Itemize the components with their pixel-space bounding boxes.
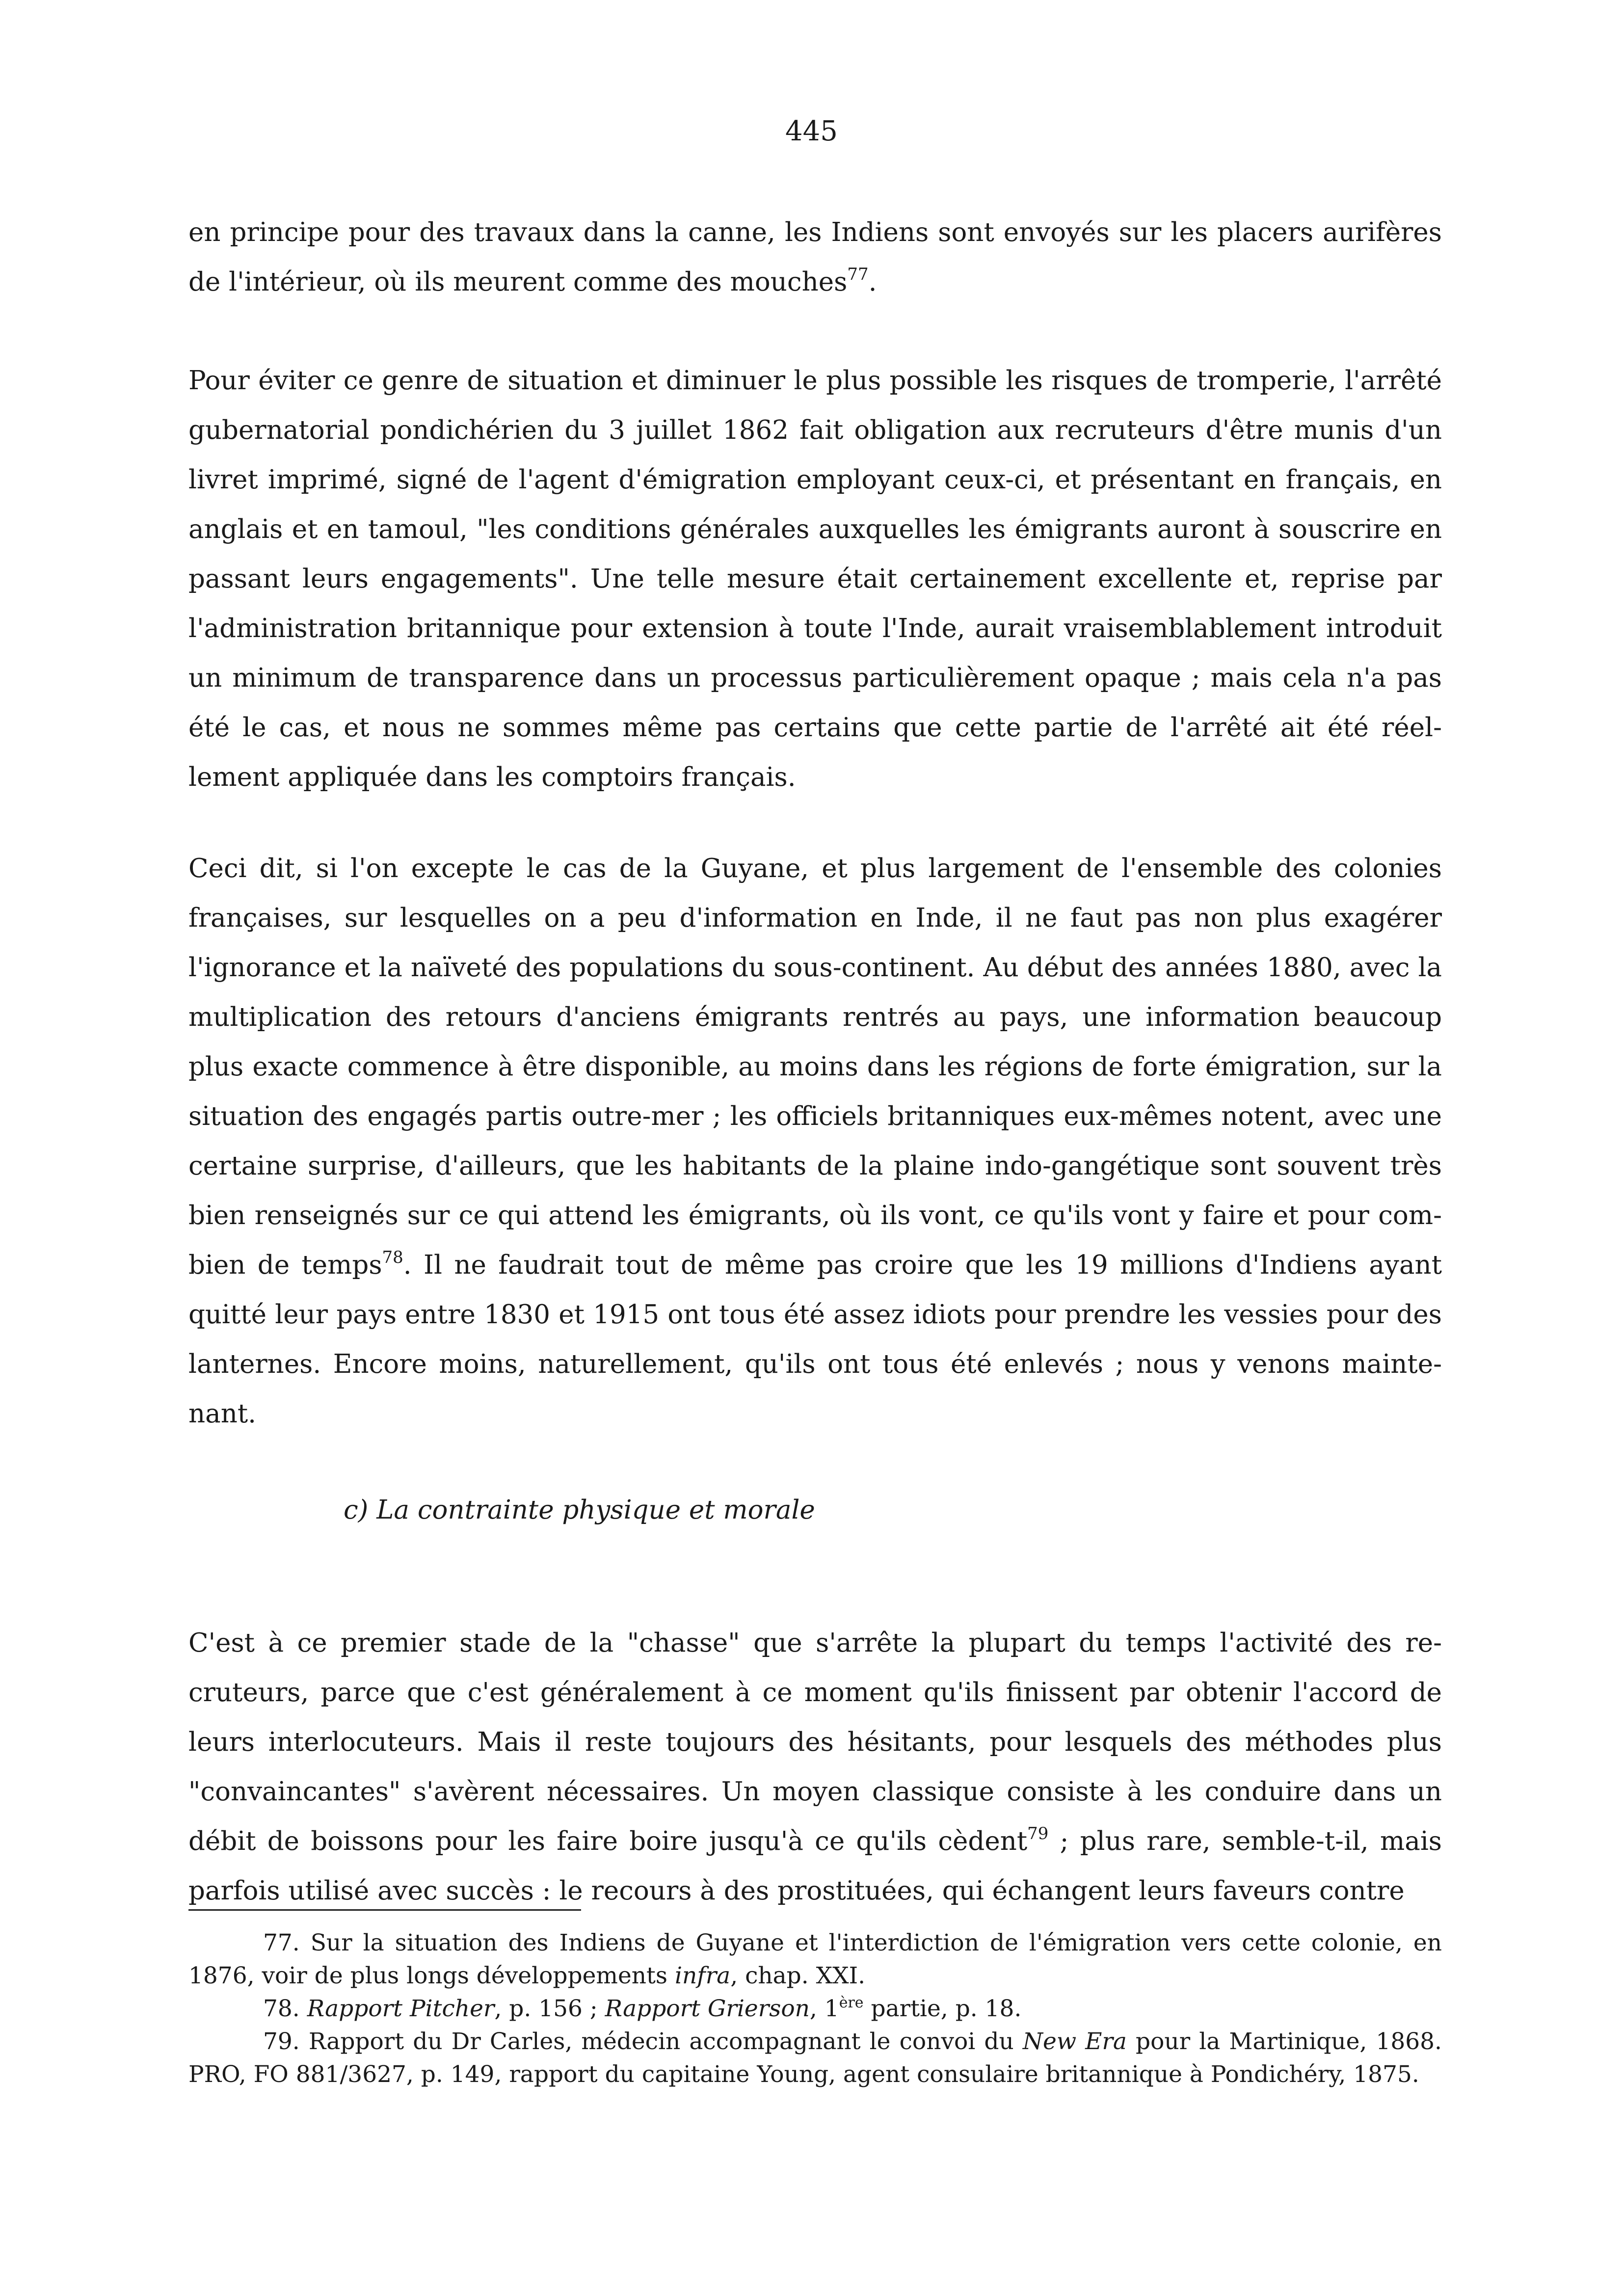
footnote-italic: New Era (1022, 2028, 1127, 2055)
footnotes (188, 1926, 1442, 2091)
page-number: 445 (785, 115, 838, 147)
paragraph-3 (188, 844, 1442, 1439)
section-subheading: c) La contrainte physique et morale (344, 1495, 815, 1525)
footnote-ref-77[interactable]: 77 (847, 265, 869, 284)
footnote-italic: Rapport Grierson (605, 1995, 810, 2022)
paragraph-text: ; plus rare, semble-t-il, mais parfois utilisé avec succès : le recours à des prostituées, qui échangent leurs faveurs contre (188, 1826, 1442, 1906)
footnote-separator (188, 1909, 581, 1911)
footnote-text: partie, p. 18. (863, 1995, 1022, 2022)
paragraph-text: C'est à ce premier stade de la "chasse" que s'arrête la plupart du temps l'activité des recruteurs, parce que c'est généralement à ce moment qu'ils finissent par obtenir l'accord de leurs interlocuteurs. Mais il reste toujours des hésitants, pour lesquels des méthodes plus "convaincantes" s'avèrent nécessaires. Un moyen classique consiste à les conduire dans un débit de boissons pour les faire boire jusqu'à ce qu'ils cèdent (188, 1628, 1442, 1856)
footnote-79 (188, 2025, 1442, 2091)
footnote-text: pour la Martinique, 1868. PRO, FO 881/3627, p. 149, rapport du capitaine Young, agent consulaire britannique à Pondichéry, 1875. (188, 2028, 1442, 2088)
paragraph-4 (188, 1618, 1442, 1916)
footnote-text: , 1 (809, 1995, 839, 2022)
footnote-text: 77. Sur la situation des Indiens de Guyane et l'interdiction de l'émigration vers cette colonie, en 1876, voir de plus longs développements (188, 1929, 1442, 1989)
footnote-77 (188, 1926, 1442, 1992)
paragraph-text: en principe pour des travaux dans la canne, les Indiens sont envoyés sur les placers aurifères de l'intérieur, où ils meurent comme des mouches (188, 217, 1442, 297)
footnote-text: , chap. XXI. (730, 1962, 866, 1989)
footnote-78 (188, 1992, 1442, 2025)
footnote-ref-78[interactable]: 78 (382, 1248, 403, 1267)
footnote-italic: infra (675, 1962, 731, 1989)
footnote-text: 78. (263, 1995, 307, 2022)
paragraph-text: . (868, 267, 877, 297)
paragraph-text: . Il ne faudrait tout de même pas croire que les 19 millions d'Indiens ayant quitté leur pays entre 1830 et 1915 ont tous été assez idiots pour prendre les vessies pour des lanternes. Encore moins, naturellement, qu'ils ont tous été enlevés ; nous y venons maintenant. (188, 1250, 1442, 1429)
footnote-italic: Rapport Pitcher (307, 1995, 495, 2022)
paragraph-2 (188, 356, 1442, 802)
footnote-text: 79. Rapport du Dr Carles, médecin accompagnant le convoi du (263, 2028, 1023, 2055)
footnote-ref-79[interactable]: 79 (1027, 1824, 1049, 1843)
footnote-text: , p. 156 ; (494, 1995, 605, 2022)
paragraph-text: Pour éviter ce genre de situation et diminuer le plus possible les risques de tromperie, l'arrêté gubernatorial pondichérien du 3 juillet 1862 fait obligation aux recruteurs d'être munis d'un livret imprimé, signé de l'agent d'émigration employant ceux-ci, et présentant en français, en anglais et en tamoul, "les conditions générales auxquelles les émigrants auront à souscrire en passant leurs engagements". Une telle mesure était certainement excellente et, reprise par l'administration britannique pour extension à toute l'Inde, aurait vraisemblablement introduit un minimum de transparence dans un processus particulièrement opaque ; mais cela n'a pas été le cas, et nous ne sommes même pas certains que cette partie de l'arrêté ait été réellement appliquée dans les comptoirs français. (188, 366, 1442, 792)
footnote-superscript: ère (839, 1994, 864, 2011)
paragraph-1 (188, 208, 1442, 307)
paragraph-text: Ceci dit, si l'on excepte le cas de la Guyane, et plus largement de l'ensemble des colonies françaises, sur lesquelles on a peu d'information en Inde, il ne faut pas non plus exagérer l'ignorance et la naïveté des populations du sous-continent. Au début des années 1880, avec la multiplication des retours d'anciens émigrants rentrés au pays, une information beaucoup plus exacte commence à être disponible, au moins dans les régions de forte émigration, sur la situation des engagés partis outre-mer ; les officiels britanniques eux-mêmes notent, avec une certaine surprise, d'ailleurs, que les habitants de la plaine indo-gangétique sont souvent très bien renseignés sur ce qui attend les émigrants, où ils vont, ce qu'ils vont y faire et pour combien de temps (188, 854, 1442, 1280)
